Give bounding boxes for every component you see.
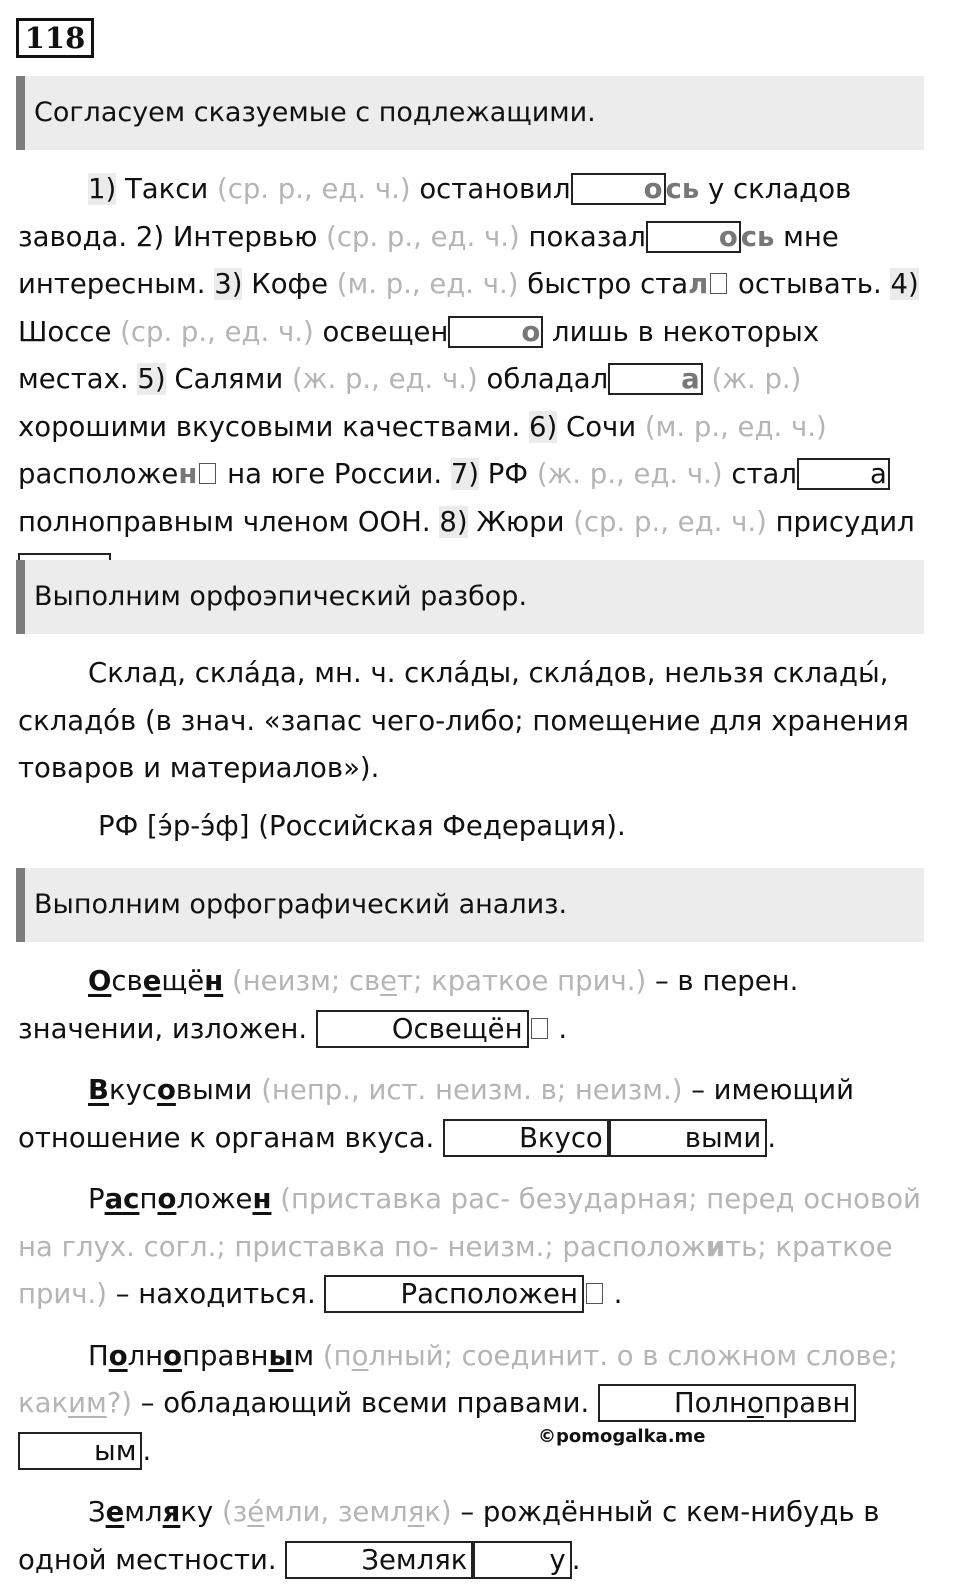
section-title-orthoepy: Выполним орфоэпический разбор.: [16, 560, 924, 634]
orthoepy-rf: РФ [э́р-э́ф] (Российская Федерация).: [98, 809, 626, 842]
spelling-item-polnopravnym: Полноправным (полный; соединит. о в сложном слове; каким?) – обладающий всеми правами. Полноправным .: [18, 1333, 938, 1476]
watermark: ©pomogalka.me: [538, 1426, 706, 1447]
spelling-block: [18, 958, 938, 1584]
section-title-agreement: Согласуем сказуемые с подлежащими.: [16, 76, 924, 150]
task-number: 118: [16, 18, 94, 58]
agreement-paragraph: 1) Такси (ср. р., ед. ч.) остановил о сь у складов завода. 2) Интервью (ср. р., ед. ч.) показал о сь мне интересным. 3) Кофе (м. р., ед. ч.) быстро стал остывать. 4) Шоссе (ср. р., ед. ч.) освещен о лишь в некоторых местах. 5) Салями (ж. р., ед. ч.) обладал а (ж. р.) хорошими вкусовыми качествами. 6) Сочи (м. р., ед. ч.) расположен на юге России. 7) РФ (ж. р., ед. ч.) стал а полноправным членом ООН. 8) Жюри (ср. р., ед. ч.) присудил: [18, 166, 938, 594]
spelling-item-zemlyaku: Земляку (зе́мли, земляк) – рождённый с кем-нибудь в одной местности. Земляк у .: [18, 1489, 938, 1584]
section-title-spelling: Выполним орфографический анализ.: [16, 868, 924, 942]
spelling-item-osveshchen: Освещён (неизм; свет; краткое прич.) – в перен. значении, изложен. Освещён .: [18, 958, 938, 1053]
orthoepy-block: [18, 650, 938, 850]
spelling-item-vkusovymi: Вкусовыми (непр., ист. неизм. в; неизм.) – имеющий отношение к органам вкуса. Вкусо выми .: [18, 1067, 938, 1162]
spelling-item-raspolozhen: Расположен (приставка рас- безударная; перед основой на глух. согл.; приставка по- неизм.; расположить; краткое прич.) – находиться. Расположен .: [18, 1176, 938, 1319]
orthoepy-paragraph: Склад, скла́да, мн. ч. скла́ды, скла́дов, нельзя склады́, складо́в (в знач. «запас чего-либо; помещение для хранения товаров и материалов»).: [18, 657, 909, 784]
